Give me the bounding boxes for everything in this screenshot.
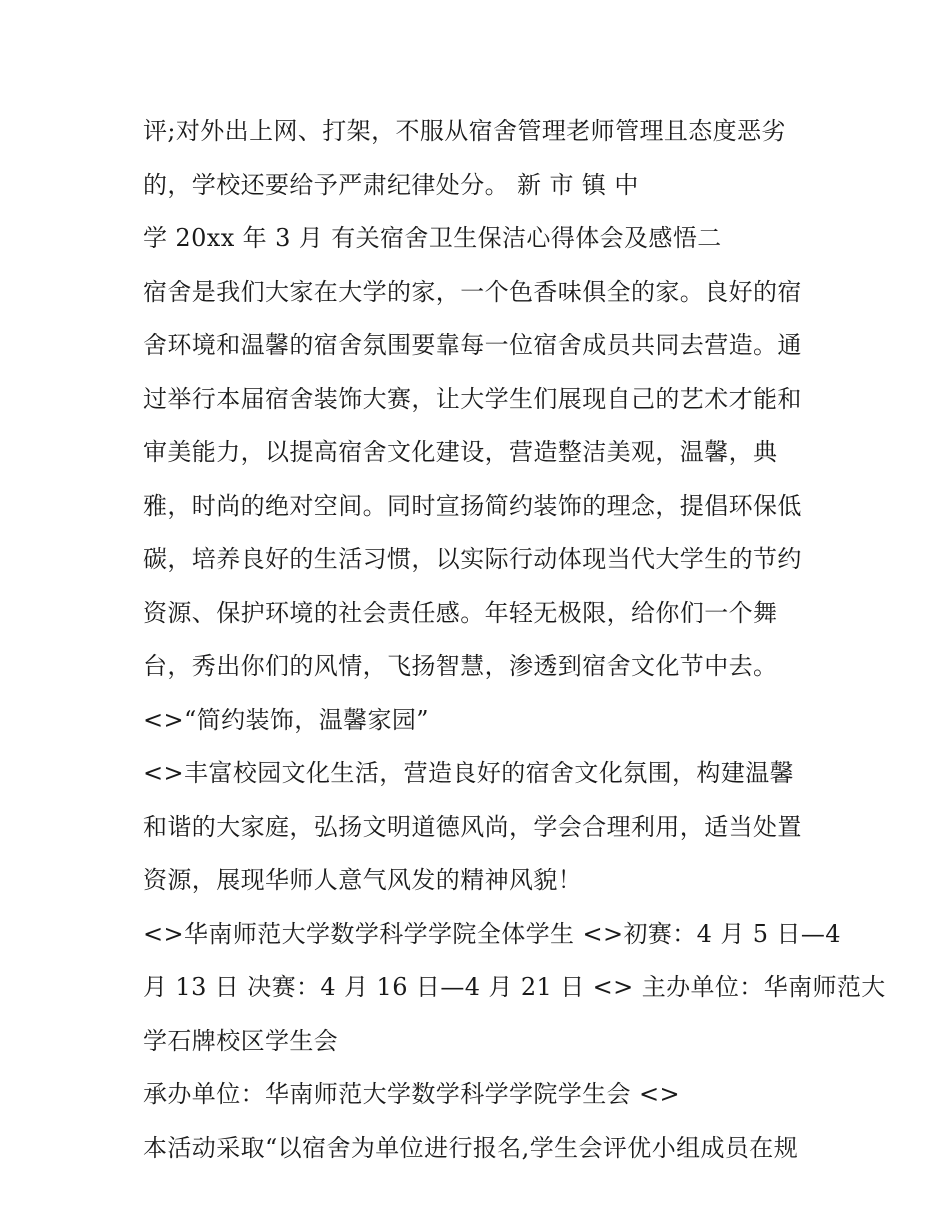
text-line: 学 20xx 年 3 月 有关宿舍卫生保洁心得体会及感悟二 bbox=[143, 224, 722, 252]
text-line: 雅，时尚的绝对空间。同时宣扬简约装饰的理念，提倡环保低 bbox=[143, 491, 802, 520]
text-line: 台，秀出你们的风情，飞扬智慧，渗透到宿舍文化节中去。 bbox=[143, 652, 778, 680]
text-line: 审美能力，以提高宿舍文化建设，营造整洁美观，温馨，典 bbox=[143, 438, 778, 466]
text-line: 学石牌校区学生会 bbox=[143, 1026, 339, 1055]
text-line: 评;对外出上网、打架，不服从宿舍管理老师管理且态度恶劣 bbox=[143, 117, 786, 145]
text-line: 资源，展现华师人意气风发的精神风貌！ bbox=[143, 866, 583, 894]
text-line: 的，学校还要给予严肃纪律处分。 新 市 镇 中 bbox=[143, 170, 639, 199]
text-line: 过举行本届宿舍装饰大赛，让大学生们展现自己的艺术才能和 bbox=[143, 384, 802, 413]
text-line: 和谐的大家庭，弘扬文明道德风尚，学会合理利用，适当处置 bbox=[143, 812, 802, 841]
text-line: 本活动采取“以宿舍为单位进行报名,学生会评优小组成员在规 bbox=[143, 1133, 799, 1162]
text-line: 碳，培养良好的生活习惯，以实际行动体现当代大学生的节约 bbox=[143, 545, 802, 573]
text-line: 月 13 日 决赛：4 月 16 日—4 月 21 日 <> 主办单位：华南师范大 bbox=[143, 973, 886, 1001]
text-line: <>丰富校园文化生活，营造良好的宿舍文化氛围，构建温馨 bbox=[143, 759, 795, 787]
text-line: <>“简约装饰，温馨家园” bbox=[143, 705, 429, 734]
text-line: 承办单位：华南师范大学数学科学学院学生会 <> bbox=[143, 1080, 681, 1108]
text-line: <>华南师范大学数学科学学院全体学生 <>初赛：4 月 5 日—4 bbox=[143, 919, 841, 948]
text-line: 宿舍是我们大家在大学的家，一个色香味俱全的家。良好的宿 bbox=[143, 277, 802, 306]
text-line: 舍环境和温馨的宿舍氛围要靠每一位宿舍成员共同去营造。通 bbox=[143, 331, 802, 359]
document-body bbox=[143, 111, 886, 1181]
text-line: 资源、保护环境的社会责任感。年轻无极限，给你们一个舞 bbox=[143, 598, 778, 627]
